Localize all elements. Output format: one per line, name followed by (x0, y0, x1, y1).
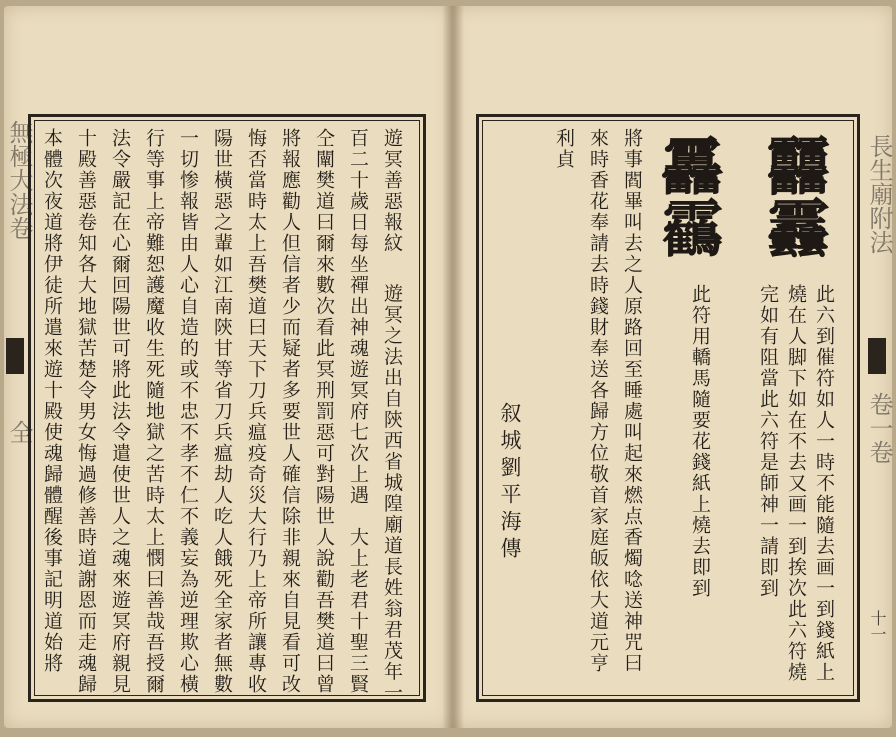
left-column-10: 十殿善惡卷知各大地獄苦楚令男女悔過修善時道謝恩而走魂歸 (75, 128, 97, 695)
left-column-1: 遊冥善惡報紋 遊冥之法出自陝西省城隍廟道長姓翁君茂年一 (381, 128, 403, 704)
note-1-column-1: 此六到催符如人一時不能隨去画一到錢紙上 (813, 284, 835, 683)
left-edge-band (6, 338, 24, 374)
right-column-3: 利貞 (553, 128, 575, 170)
book-gutter (442, 6, 464, 728)
left-column-2: 百二十歲日每坐禪出神魂遊冥府七次上遇 大上老君十聖三賢 (347, 128, 369, 695)
talisman-glyphs-2: 靐靏 (651, 134, 724, 258)
left-column-5: 悔否當時太上吾樊道曰天下刀兵瘟疫奇災大行乃上帝所讓專收 (245, 128, 267, 695)
left-edge-text-lower: 全 (5, 420, 33, 444)
note-1-column-2: 燒在人脚下如在不去又画一到挨次此六符燒 (785, 284, 807, 683)
left-edge-text: 無極大法卷 (5, 120, 33, 240)
note-1-column-3: 完如有阻當此六符是師神一請即到 (757, 284, 779, 599)
right-edge-text-lower: 卷一卷 (865, 392, 893, 464)
left-column-7: 一切惨報皆由人心自造的或不忠不孝不仁不義妄為逆理欺心橫 (177, 128, 199, 695)
left-column-4: 將報應勸人但信者少而疑者多要世人確信除非親來自見看可改 (279, 128, 301, 695)
note-2-column-1: 此符用轎馬隨要花錢紙上燒去即到 (689, 284, 711, 599)
left-column-9: 法令嚴記在心爾回陽世可將此法令遣使世人之魂來遊冥府親見 (109, 128, 131, 695)
right-edge-band (868, 338, 886, 374)
left-column-8: 行等事上帝難恕護魔收生死隨地獄之苦時太上憫曰善哉吾授爾 (143, 128, 165, 695)
left-column-3: 仝闡樊道曰爾來數次看此冥刑罰惡可對陽世人說勸吾樊道曰曾 (313, 128, 335, 695)
right-column-2: 來時香花奉請去時錢財奉送各歸方位敬首家庭皈依大道元亨 (587, 128, 609, 674)
right-column-1: 將事閻畢叫去之人原路回至睡處叫起來燃点香燭唸送神咒曰 (621, 128, 643, 674)
page-number: 十一 (868, 610, 887, 642)
left-column-6: 陽世橫惡之輩如江南陝甘等省刀兵瘟劫人吃人餓死全家者無數 (211, 128, 233, 695)
right-edge-text: 長生廟附法 (865, 134, 893, 254)
talisman-glyphs-1: 䨻䨺 (757, 134, 830, 258)
signature: 叙城劉平海傳 (498, 402, 522, 564)
left-column-11: 本體次夜道將伊徒所遣來遊十殿使魂歸體醒後事記明道始將 (41, 128, 63, 674)
